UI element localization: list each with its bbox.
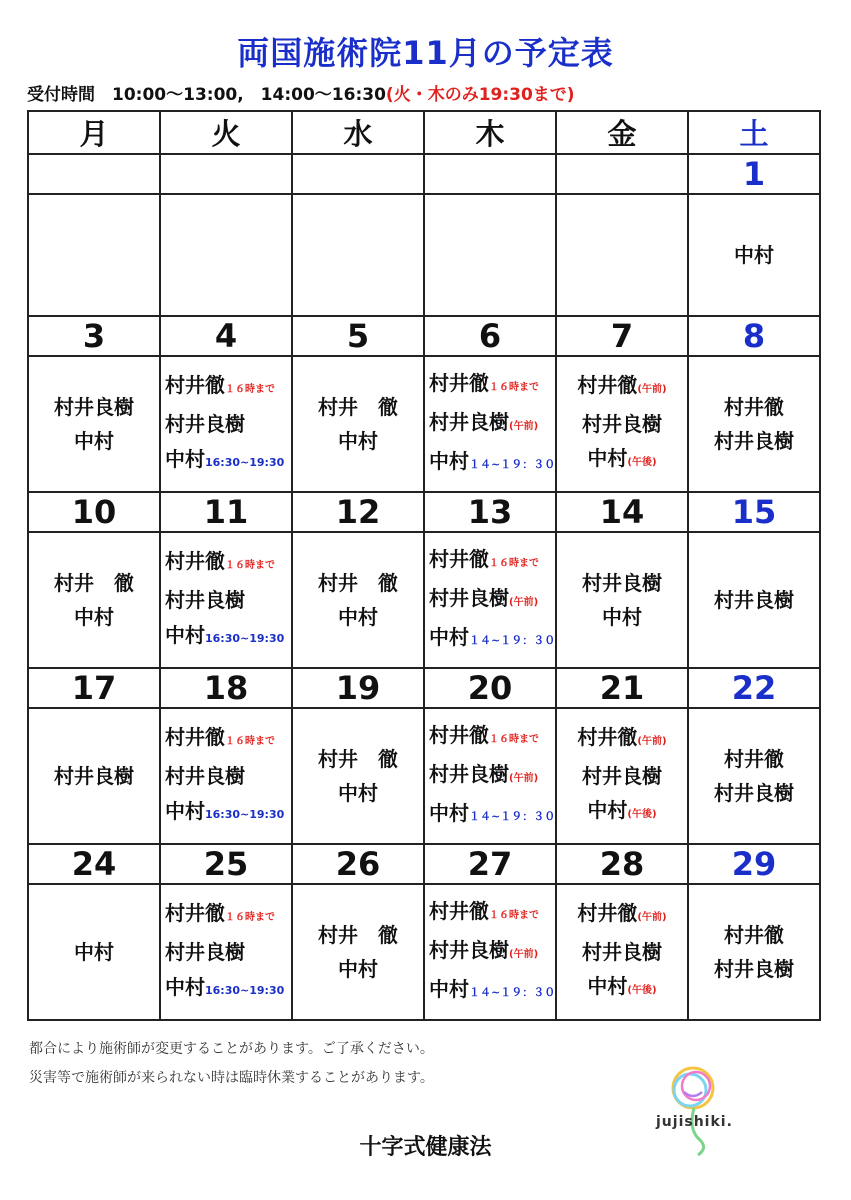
staff-row [28,356,820,492]
staff-name: 中村 [587,446,628,470]
staff-cell [28,194,160,316]
staff-cell [160,708,292,844]
staff-name: 村井良樹 [714,429,794,453]
staff-name: 村井徹 [165,549,225,573]
date-row [28,154,820,194]
staff-name: 村井徹 [429,371,489,395]
staff-name: 村井徹 [724,923,784,947]
staff-entry [29,390,159,424]
staff-cell [292,532,424,668]
staff-name: 中村 [165,623,205,647]
staff-name: 村井徹 [724,747,784,771]
staff-cell [292,884,424,1020]
weekday-header: 木 [424,111,556,154]
date-number: 22 [688,668,820,708]
staff-entry [689,742,819,776]
staff-entry [165,442,291,480]
weekday-header: 火 [160,111,292,154]
staff-time-note: １６時まで [489,910,539,921]
staff-name: 中村 [587,974,628,998]
date-number: 5 [292,316,424,356]
staff-entry [165,583,291,618]
staff-entry [165,544,291,583]
staff-cell [688,532,820,668]
staff-entry [29,759,159,793]
date-number [556,154,688,194]
staff-entry [557,935,687,969]
staff-entry [429,405,555,444]
date-number: 27 [424,844,556,884]
staff-cell [424,884,556,1020]
page-title: 両国施術院11月の予定表 [237,34,614,72]
date-number: 24 [28,844,160,884]
staff-name: 村井良樹 [165,412,245,436]
staff-name: 村井良樹 [165,588,245,612]
staff-entry [689,952,819,986]
staff-row [28,884,820,1020]
staff-name: 中村 [74,940,114,964]
staff-name: 中村 [165,799,205,823]
staff-name: 中村 [165,975,205,999]
staff-time-note: １６時まで [489,382,539,393]
staff-cell [424,708,556,844]
staff-name: 中村 [429,625,469,649]
staff-name: 村井良樹 [582,412,662,436]
staff-time-note: １６時まで [225,560,275,571]
staff-name: 中村 [602,605,642,629]
staff-time-note: (午後) [627,457,657,468]
staff-entry [557,566,687,600]
staff-time-note: 16:30~19:30 [205,456,285,469]
date-number: 25 [160,844,292,884]
staff-entry [557,600,687,634]
staff-entry [689,583,819,617]
staff-cell [28,356,160,492]
date-row [28,668,820,708]
staff-name: 村井徹 [429,899,489,923]
staff-name: 中村 [734,243,774,267]
date-number: 7 [556,316,688,356]
staff-row [28,194,820,316]
staff-name: 村井徹 [577,725,638,749]
staff-cell [292,708,424,844]
staff-time-note: (午前) [637,736,667,747]
staff-entry [689,776,819,810]
staff-entry [293,390,423,424]
staff-time-note: (午後) [627,985,657,996]
weekday-header: 水 [292,111,424,154]
staff-entry [429,796,555,834]
staff-name: 村井 徹 [318,571,398,595]
staff-cell [160,884,292,1020]
date-number: 26 [292,844,424,884]
staff-time-note: (午前) [637,912,667,923]
weekday-header: 金 [556,111,688,154]
staff-time-note: (午前) [637,384,667,395]
staff-entry [165,720,291,759]
date-row [28,844,820,884]
staff-entry [429,444,555,482]
staff-name: 村井良樹 [429,762,509,786]
staff-cell [688,356,820,492]
staff-cell [688,884,820,1020]
staff-name: 中村 [429,801,469,825]
staff-name: 中村 [587,798,628,822]
staff-cell [292,194,424,316]
staff-cell [424,194,556,316]
date-number: 11 [160,492,292,532]
weekday-header-row [28,111,820,154]
staff-entry [293,424,423,458]
staff-name: 村井良樹 [714,781,794,805]
staff-name: 村井良樹 [165,940,245,964]
date-number: 15 [688,492,820,532]
staff-row [28,532,820,668]
staff-entry [557,441,687,480]
staff-cell [292,356,424,492]
staff-entry [557,793,687,832]
staff-name: 村井良樹 [429,586,509,610]
date-number [424,154,556,194]
date-number: 3 [28,316,160,356]
staff-row [28,708,820,844]
date-number: 4 [160,316,292,356]
staff-name: 村井良樹 [714,957,794,981]
staff-time-note: (午前) [509,773,539,784]
staff-entry [557,969,687,1008]
staff-name: 村井徹 [165,373,225,397]
staff-cell [556,532,688,668]
staff-entry [29,935,159,969]
date-row [28,492,820,532]
date-number: 20 [424,668,556,708]
staff-entry [429,620,555,658]
date-row [28,316,820,356]
staff-name: 村井良樹 [714,588,794,612]
staff-time-note: (午後) [627,809,657,820]
footer-note-change: 都合により施術師が変更することがあります。ご了承ください。 [29,1041,434,1057]
staff-name: 中村 [338,429,378,453]
date-number: 8 [688,316,820,356]
staff-cell [160,356,292,492]
date-number: 13 [424,492,556,532]
staff-entry [293,918,423,952]
staff-time-note: (午前) [509,597,539,608]
staff-time-note: 16:30~19:30 [205,808,285,821]
weekday-header: 月 [28,111,160,154]
staff-cell [424,532,556,668]
staff-name: 村井徹 [429,723,489,747]
brand-name: 十字式健康法 [359,1135,492,1160]
staff-cell [28,708,160,844]
date-number: 1 [688,154,820,194]
staff-time-note: (午前) [509,421,539,432]
reception-hours [27,80,575,105]
staff-time-note: １６時まで [489,558,539,569]
date-number [28,154,160,194]
staff-entry [165,407,291,442]
date-number: 21 [556,668,688,708]
staff-name: 村井良樹 [582,940,662,964]
staff-entry [293,952,423,986]
date-number [160,154,292,194]
staff-entry [165,618,291,656]
staff-name: 村井良樹 [429,410,509,434]
staff-name: 村井良樹 [165,764,245,788]
staff-entry [165,970,291,1008]
staff-name: 村井良樹 [54,764,134,788]
staff-cell [160,532,292,668]
staff-entry [557,720,687,759]
staff-time-note: １４~１９：３０ [469,634,556,647]
staff-name: 中村 [74,605,114,629]
weekday-header: 土 [688,111,820,154]
staff-name: 中村 [338,781,378,805]
staff-name: 村井良樹 [582,764,662,788]
staff-cell [688,708,820,844]
staff-cell [556,708,688,844]
staff-time-note: １６時まで [489,734,539,745]
staff-entry [429,366,555,405]
staff-cell [556,194,688,316]
staff-cell [556,356,688,492]
staff-entry [689,238,819,272]
staff-entry [29,566,159,600]
footer-note-closure: 災害等で施術師が来られない時は臨時休業することがあります。 [29,1070,434,1086]
staff-entry [429,757,555,796]
staff-name: 村井 徹 [318,923,398,947]
staff-name: 中村 [165,447,205,471]
date-number: 28 [556,844,688,884]
staff-entry [429,581,555,620]
svg-text:jujishiki.: jujishiki. [656,1114,733,1130]
date-number: 17 [28,668,160,708]
staff-name: 村井徹 [165,901,225,925]
staff-name: 中村 [429,449,469,473]
staff-entry [293,776,423,810]
staff-name: 中村 [429,977,469,1001]
date-number: 18 [160,668,292,708]
staff-entry [165,368,291,407]
staff-entry [557,407,687,441]
staff-entry [429,933,555,972]
staff-entry [557,896,687,935]
date-number: 29 [688,844,820,884]
staff-name: 中村 [338,957,378,981]
staff-time-note: １６時まで [225,384,275,395]
staff-name: 村井良樹 [54,395,134,419]
staff-time-note: １４~１９：３０ [469,458,556,471]
staff-entry [557,368,687,407]
staff-name: 村井徹 [577,901,638,925]
staff-entry [689,918,819,952]
date-number [292,154,424,194]
schedule-calendar [27,110,821,1021]
staff-entry [29,424,159,458]
date-number: 6 [424,316,556,356]
staff-time-note: 16:30~19:30 [205,632,285,645]
staff-time-note: １６時まで [225,912,275,923]
staff-time-note: (午前) [509,949,539,960]
staff-entry [429,894,555,933]
date-number: 12 [292,492,424,532]
staff-name: 村井徹 [724,395,784,419]
staff-entry [293,742,423,776]
staff-entry [429,542,555,581]
staff-cell [160,194,292,316]
staff-cell [688,194,820,316]
staff-entry [429,972,555,1010]
staff-name: 村井徹 [577,373,638,397]
staff-cell [424,356,556,492]
staff-entry [165,896,291,935]
staff-entry [165,935,291,970]
staff-cell [28,532,160,668]
staff-entry [29,600,159,634]
date-number: 19 [292,668,424,708]
staff-time-note: １４~１９：３０ [469,810,556,823]
staff-name: 村井徹 [165,725,225,749]
staff-entry [165,794,291,832]
staff-entry [293,600,423,634]
staff-cell [28,884,160,1020]
date-number: 14 [556,492,688,532]
staff-name: 村井良樹 [429,938,509,962]
date-number: 10 [28,492,160,532]
staff-name: 村井 徹 [54,571,134,595]
staff-name: 村井 徹 [318,395,398,419]
staff-entry [293,566,423,600]
staff-entry [689,390,819,424]
staff-name: 中村 [338,605,378,629]
staff-entry [165,759,291,794]
staff-name: 村井徹 [429,547,489,571]
staff-entry [429,718,555,757]
staff-time-note: 16:30~19:30 [205,984,285,997]
staff-name: 村井 徹 [318,747,398,771]
reception-hours-main: 受付時間 10:00〜13:00, 14:00〜16:30 [27,85,386,105]
staff-name: 村井良樹 [582,571,662,595]
staff-entry [557,759,687,793]
staff-time-note: １４~１９：３０ [469,986,556,999]
reception-hours-note: (火・木のみ19:30まで) [385,85,575,105]
staff-entry [689,424,819,458]
staff-time-note: １６時まで [225,736,275,747]
staff-name: 中村 [74,429,114,453]
staff-cell [556,884,688,1020]
